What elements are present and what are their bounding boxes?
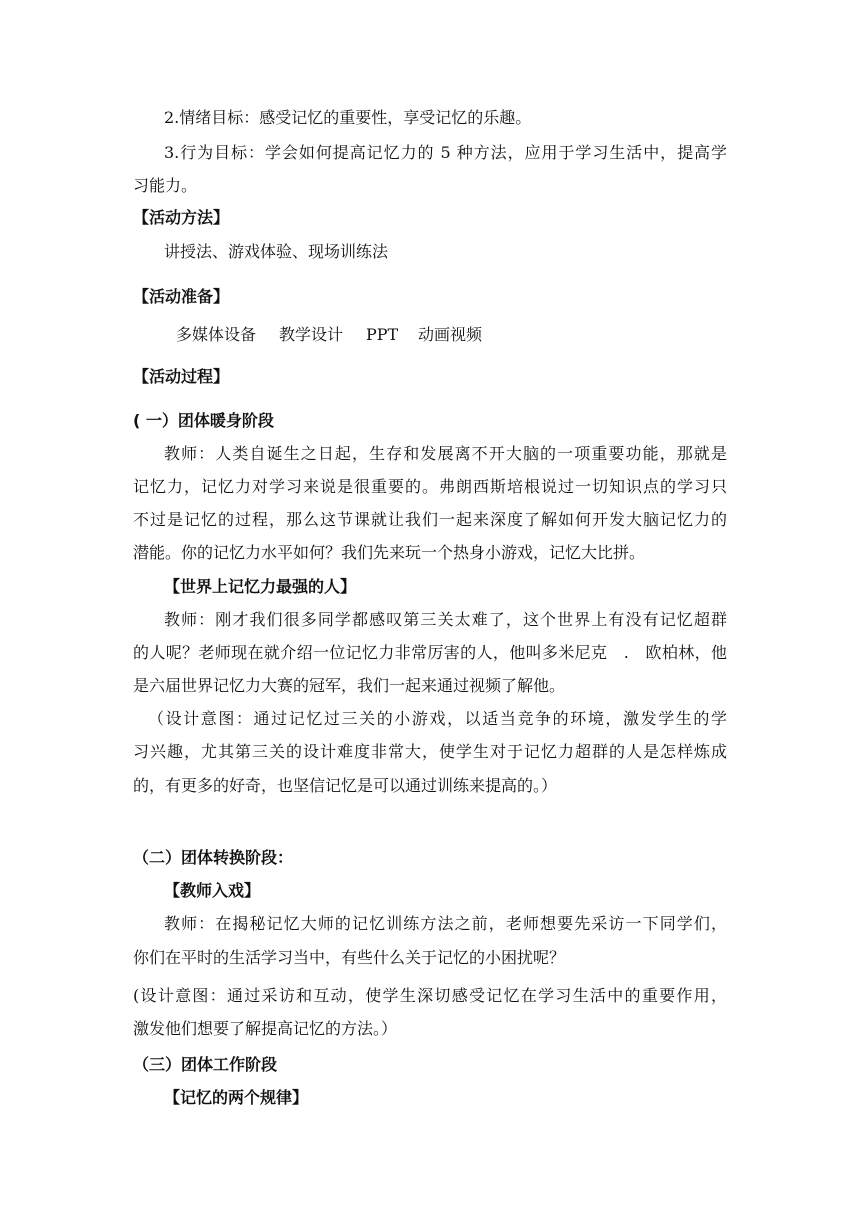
stage1-design-intent-line: （设计意图：通过记忆过三关的小游戏，以适当竞争的环境，激发学生的学 — [148, 709, 727, 728]
goal-behavior-line-2: 习能力。 — [133, 176, 198, 195]
stage1-sub-heading: 【世界上记忆力最强的人】 — [164, 577, 357, 596]
stage2-sub-heading: 【教师入戏】 — [164, 881, 261, 900]
stage1-paragraph2-line: 教师：刚才我们很多同学都感叹第三关太难了，这个世界上有没有记忆超群 — [164, 610, 727, 629]
stage1-heading: ( 一）团体暖身阶段 — [133, 411, 274, 430]
stage2-heading: （二）团体转换阶段： — [133, 848, 294, 867]
goal-emotion: 2.情绪目标：感受记忆的重要性，享受记忆的乐趣。 — [164, 108, 532, 127]
stage1-paragraph-line: 潜能。你的记忆力水平如何？我们先来玩一个热身小游戏，记忆大比拼。 — [133, 543, 646, 562]
stage1-paragraph-line: 不过是记忆的过程，那么这节课就让我们一起来深度了解如何开发大脑记忆力的 — [133, 510, 727, 529]
preparation-item: 动画视频 — [418, 325, 483, 344]
preparation-item: 多媒体设备 — [176, 325, 257, 344]
stage3-sub-heading: 【记忆的两个规律】 — [164, 1088, 309, 1107]
stage1-design-intent-line: 习兴趣，尤其第三关的设计难度非常大，使学生对于记忆力超群的人是怎样炼成 — [133, 742, 727, 761]
stage2-paragraph-line: 你们在平时的生活学习当中，有些什么关于记忆的小困扰呢？ — [133, 948, 566, 967]
preparation-item: PPT — [366, 325, 399, 344]
preparation-item: 教学设计 — [279, 325, 344, 344]
stage2-design-intent-line: (设计意图：通过采访和互动，使学生深切感受记忆在学习生活中的重要作用， — [133, 986, 727, 1005]
stage2-paragraph-line: 教师：在揭秘记忆大师的记忆训练方法之前，老师想要先采访一下同学们， — [164, 914, 727, 933]
stage2-design-intent-line: 激发他们想要了解提高记忆的方法。） — [133, 1019, 398, 1038]
stage1-paragraph2-line: 的人呢？老师现在就介绍一位记忆力非常厉害的人，他叫多米尼克 . 欧柏林，他 — [133, 643, 727, 662]
stage3-heading: （三）团体工作阶段 — [133, 1055, 278, 1074]
stage1-paragraph2-line: 是六届世界记忆力大赛的冠军，我们一起来通过视频了解他。 — [133, 676, 566, 695]
methods-text: 讲授法、游戏体验、现场训练法 — [164, 242, 389, 261]
stage1-paragraph-line: 记忆力，记忆力对学习来说是很重要的。弗朗西斯培根说过一切知识点的学习只 — [133, 477, 727, 496]
stage1-paragraph-line: 教师：人类自诞生之日起，生存和发展离不开大脑的一项重要功能，那就是 — [164, 444, 727, 463]
goal-behavior-line-1: 3.行为目标：学会如何提高记忆力的 5 种方法，应用于学习生活中，提高学 — [164, 143, 727, 162]
preparation-heading: 【活动准备】 — [133, 287, 230, 306]
process-heading: 【活动过程】 — [133, 367, 230, 386]
methods-heading: 【活动方法】 — [133, 208, 230, 227]
stage1-design-intent-line: 的，有更多的好奇，也坚信记忆是可以通过训练来提高的。） — [133, 776, 558, 795]
